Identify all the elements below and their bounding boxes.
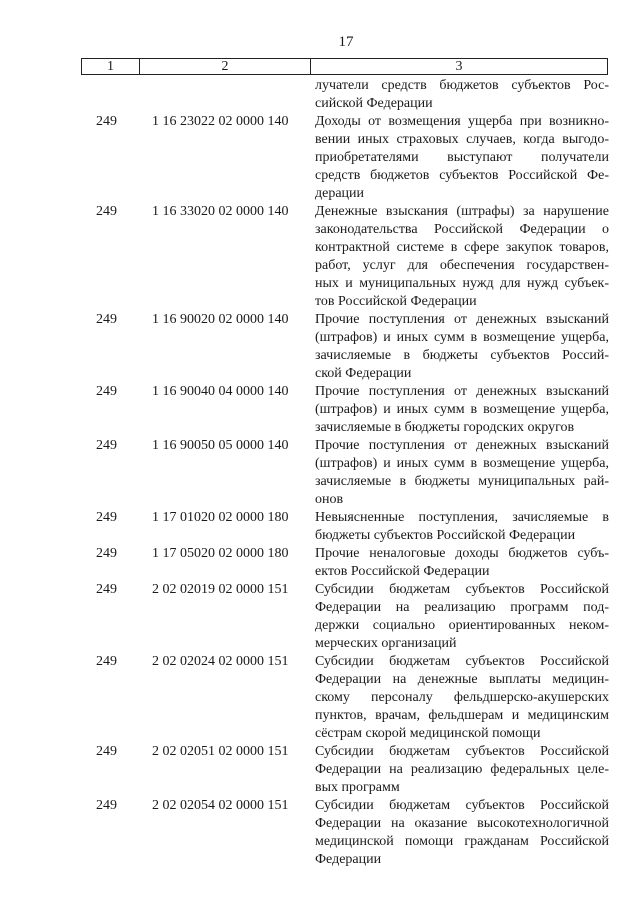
table-row	[0, 77, 640, 113]
admin-code: 249	[96, 510, 117, 525]
description-line: зачисляемые в бюджеты муниципальных рай-	[315, 474, 609, 489]
description-line: сёстрам скорой медицинской помощи	[315, 726, 541, 741]
table-body	[0, 77, 640, 869]
income-description	[313, 545, 609, 581]
income-description	[313, 437, 609, 509]
income-description	[313, 203, 609, 311]
admin-code: 249	[96, 582, 117, 597]
admin-code: 249	[96, 798, 117, 813]
table-row	[0, 653, 640, 743]
description-line: вых программ	[315, 780, 400, 795]
income-description	[313, 383, 609, 437]
description-line: Субсидии бюджетам субъектов Российской	[315, 582, 609, 597]
table-row	[0, 311, 640, 383]
budget-classification-code: 1 16 90040 04 0000 140	[152, 384, 289, 399]
description-line: средств бюджетов субъектов Российской Фе-	[315, 168, 609, 183]
description-line: ской Федерации	[315, 366, 412, 381]
description-line: бюджеты субъектов Российской Федерации	[315, 528, 576, 543]
admin-code: 249	[96, 114, 117, 129]
budget-classification-code: 1 17 05020 02 0000 180	[152, 546, 289, 561]
admin-code: 249	[96, 744, 117, 759]
description-line: Субсидии бюджетам субъектов Российской	[315, 744, 609, 759]
description-line: ектов Российской Федерации	[315, 564, 490, 579]
income-description	[313, 653, 609, 743]
income-description	[313, 113, 609, 203]
table-row	[0, 437, 640, 509]
description-line: Федерации	[315, 852, 382, 867]
description-line: Невыясненные поступления, зачисляемые в	[315, 510, 609, 525]
description-line: Федерации на денежные выплаты медицин-	[315, 672, 609, 687]
table-row	[0, 383, 640, 437]
budget-classification-code: 1 17 01020 02 0000 180	[152, 510, 289, 525]
table-row	[0, 797, 640, 869]
description-line: Доходы от возмещения ущерба при возникно-	[315, 114, 609, 129]
budget-classification-code: 2 02 02024 02 0000 151	[152, 654, 289, 669]
description-line: Федерации на реализацию федеральных целе-	[315, 762, 609, 777]
income-description	[313, 797, 609, 869]
admin-code: 249	[96, 204, 117, 219]
description-line: вении иных страховых случаев, когда выгодо-	[315, 132, 609, 147]
income-description	[313, 509, 609, 545]
description-line: пунктов, врачам, фельдшерам и медицинским	[315, 708, 609, 723]
description-line: мерческих организаций	[315, 636, 457, 651]
description-line: Субсидии бюджетам субъектов Российской	[315, 798, 609, 813]
admin-code: 249	[96, 546, 117, 561]
page-number: 17	[338, 34, 354, 50]
description-line: контрактной системе в сфере закупок товаров,	[315, 240, 609, 255]
header-cell-1: 1	[107, 58, 114, 74]
description-line: онов	[315, 492, 344, 507]
description-line: приобретателями выступают получатели	[315, 150, 609, 165]
budget-classification-code: 2 02 02051 02 0000 151	[152, 744, 289, 759]
description-line: Прочие поступления от денежных взысканий	[315, 438, 609, 453]
description-line: (штрафов) и иных сумм в возмещение ущерба,	[315, 402, 609, 417]
table-row	[0, 581, 640, 653]
table-row	[0, 113, 640, 203]
description-line: Прочие поступления от денежных взысканий	[315, 384, 609, 399]
header-cell-2: 2	[139, 59, 310, 74]
description-line: Субсидии бюджетам субъектов Российской	[315, 654, 609, 669]
budget-classification-code: 1 16 90050 05 0000 140	[152, 438, 289, 453]
description-line: медицинской помощи гражданам Российской	[315, 834, 609, 849]
admin-code: 249	[96, 384, 117, 399]
description-line: сийской Федерации	[315, 96, 433, 111]
description-line: зачисляемые в бюджеты субъектов Россий-	[315, 348, 609, 363]
description-line: Прочие неналоговые доходы бюджетов субъ-	[315, 546, 609, 561]
description-line: работ, услуг для обеспечения государствен-	[315, 258, 609, 273]
description-line: (штрафов) и иных сумм в возмещение ущерба,	[315, 330, 609, 345]
table-row	[0, 545, 640, 581]
description-line: скому персоналу фельдшерско-акушерских	[315, 690, 609, 705]
income-description	[313, 743, 609, 797]
description-line: тов Российской Федерации	[315, 294, 477, 309]
budget-classification-code	[138, 77, 313, 113]
income-description	[313, 77, 609, 113]
income-description	[313, 311, 609, 383]
table-row	[0, 203, 640, 311]
budget-classification-code: 2 02 02019 02 0000 151	[152, 582, 289, 597]
description-line: зачисляемые в бюджеты городских округов	[315, 420, 575, 435]
budget-classification-code: 1 16 90020 02 0000 140	[152, 312, 289, 327]
description-line: дерации	[315, 186, 365, 201]
budget-classification-code: 1 16 33020 02 0000 140	[152, 204, 289, 219]
admin-code: 249	[96, 654, 117, 669]
admin-code: 249	[96, 312, 117, 327]
table-row	[0, 509, 640, 545]
description-line: лучатели средств бюджетов субъектов Рос-	[315, 78, 609, 93]
budget-classification-code: 2 02 02054 02 0000 151	[152, 798, 289, 813]
description-line: Прочие поступления от денежных взысканий	[315, 312, 609, 327]
admin-code	[81, 77, 138, 113]
description-line: Денежные взыскания (штрафы) за нарушение	[315, 204, 609, 219]
description-line: Федерации на оказание высокотехнологичной	[315, 816, 609, 831]
admin-code: 249	[96, 438, 117, 453]
description-line: законодательства Российской Федерации о	[315, 222, 609, 237]
description-line: держки социально ориентированных неком-	[315, 618, 609, 633]
table-row	[0, 743, 640, 797]
description-line: ных и муниципальных нужд для нужд субъек-	[315, 276, 609, 291]
header-cell-3: 3	[310, 59, 607, 74]
description-line: Федерации на реализацию программ под-	[315, 600, 609, 615]
budget-classification-code: 1 16 23022 02 0000 140	[152, 114, 289, 129]
income-description	[313, 581, 609, 653]
description-line: (штрафов) и иных сумм в возмещение ущерба,	[315, 456, 609, 471]
table-header	[81, 58, 608, 75]
